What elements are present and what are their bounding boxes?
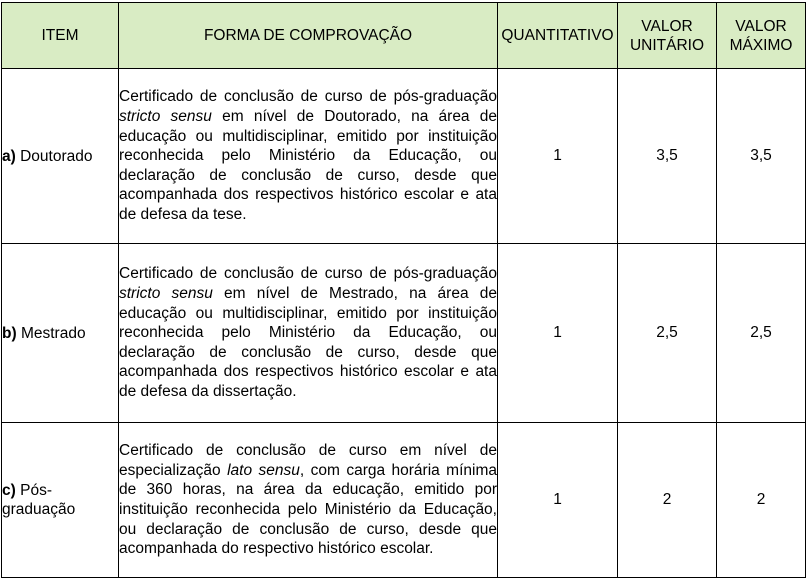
- header-forma: [119, 3, 498, 69]
- table-row: [2, 69, 806, 244]
- description-cell: [119, 423, 498, 578]
- table-row: [2, 244, 806, 423]
- valor-unitario-cell: 2,5: [618, 244, 717, 423]
- header-valor-unitario-line2: UNITÁRIO: [629, 36, 705, 54]
- description-italic: lato sensu: [227, 461, 300, 479]
- header-valor-unitario-line1: VALOR: [641, 17, 693, 35]
- quantitativo-cell: 1: [498, 69, 618, 244]
- description-text: Certificado de conclusão de curso em nível de especialização: [119, 442, 497, 479]
- item-cell: [2, 244, 119, 423]
- item-name: Pós-graduação: [2, 482, 76, 518]
- quantitativo-cell: 1: [498, 423, 618, 578]
- header-item: [2, 3, 119, 69]
- item-cell: [2, 69, 119, 244]
- item-name: Mestrado: [20, 324, 86, 342]
- header-valor-maximo: [717, 3, 806, 69]
- item-letter: c): [2, 482, 16, 499]
- description-text: em nível de Doutorado, na área de educação ou multidisciplinar, emitido por instituição reconhecida pelo Ministério da Educação, ou declaração de conclusão de curso, desde que acompanhada dos respectivos histórico escolar e ata de defesa da tese.: [119, 108, 497, 223]
- description-italic: stricto sensu: [119, 285, 213, 303]
- description-text: em nível de Mestrado, na área de educação ou multidisciplinar, emitido por instituição reconhecida pelo Ministério da Educação, ou declaração de conclusão de curso, desde que acompanhada dos respectivos histórico escolar e ata de defesa da dissertação.: [119, 285, 497, 400]
- quantitativo-cell: 1: [498, 244, 618, 423]
- comprovacao-table: [1, 2, 806, 578]
- header-valor-maximo-line1: VALOR: [735, 17, 787, 35]
- description-cell: [119, 244, 498, 423]
- valor-maximo-cell: 2,5: [717, 244, 806, 423]
- valor-maximo-cell: 3,5: [717, 69, 806, 244]
- header-item-label: ITEM: [41, 27, 79, 44]
- header-row: [2, 3, 806, 69]
- item-cell: [2, 423, 119, 578]
- header-valor-unitario: [618, 3, 717, 69]
- description-cell: [119, 69, 498, 244]
- header-valor-maximo-line2: MÁXIMO: [729, 36, 793, 54]
- description-text: Certificado de conclusão de curso de pós-graduação: [119, 88, 497, 106]
- description-text: , com carga horária mínima de 360 horas, na área da educação, emitido por instituição reconhecida pelo Ministério da Educação, ou declaração de conclusão de curso, desde que acompanhada do respectivo histórico escolar.: [119, 461, 497, 558]
- header-quantitativo-label: QUANTITATIVO: [501, 27, 614, 44]
- table-row: [2, 423, 806, 578]
- item-letter: a): [2, 147, 16, 165]
- valor-unitario-cell: 3,5: [618, 69, 717, 244]
- header-forma-label: FORMA DE COMPROVAÇÃO: [203, 27, 413, 44]
- item-letter: b): [2, 324, 17, 342]
- description-italic: stricto sensu: [119, 108, 212, 126]
- description-text: Certificado de conclusão de curso de pós-graduação: [119, 265, 497, 283]
- valor-maximo-cell: 2: [717, 423, 806, 578]
- header-quantitativo: [498, 3, 618, 69]
- valor-unitario-cell: 2: [618, 423, 717, 578]
- item-name: Doutorado: [20, 147, 93, 165]
